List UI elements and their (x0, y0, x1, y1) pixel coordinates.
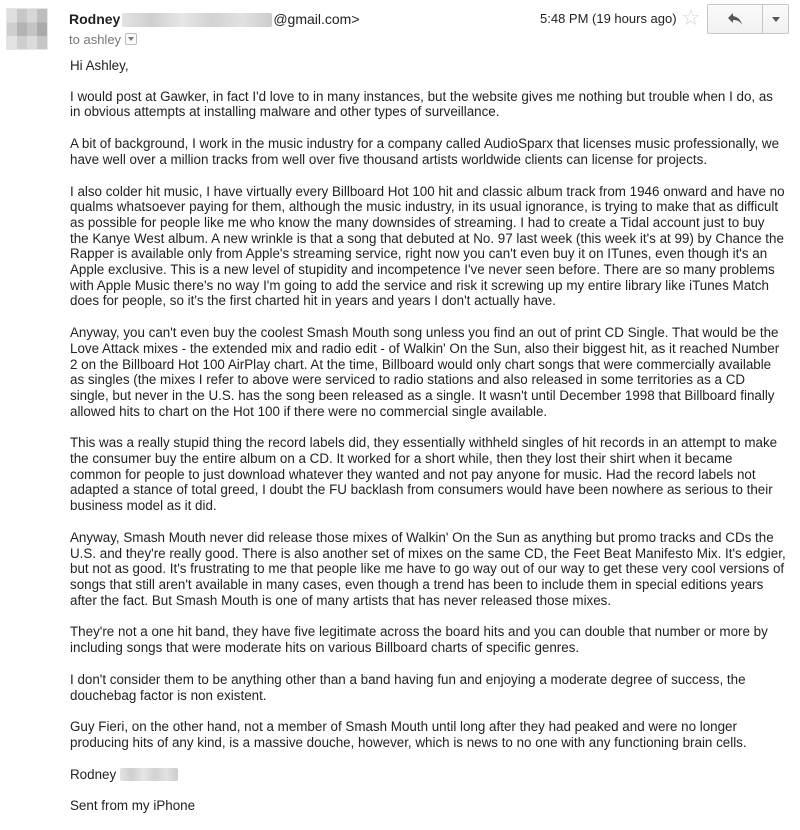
body-paragraph: A bit of background, I work in the music industry for a company called AudioSparx that licenses music professionally, we have well over a million tracks from well over five thousand artists worldwide clients can license for projects. (70, 136, 780, 167)
body-paragraph: I don't consider them to be anything other than a band having fun and enjoying a moderate degree of success, the douchebag factor is non existent. (70, 671, 746, 703)
recipient-line (69, 31, 137, 49)
recipient-name: ashley (83, 32, 122, 47)
body-paragraph: Guy Fieri, on the other hand, not a member of Smash Mouth until long after they had peaked and were no longer producing hits of any kind, is a massive douche, however, which is news to no one with any functioning brain cells. (70, 719, 747, 750)
reply-button[interactable] (708, 5, 763, 33)
body-paragraph: This was a really stupid thing the record labels did, they essentially withheld singles of hit records in an attempt to make the consumer buy the entire album on a CD. It worked for a short while, then they lost their shirt when it became common for people to just download whatever they wanted and not pay anyone for music. Had the record labels not adapted a stance of total greed, I doubt the FU backlash from consumers would have been nowhere as serious to their business model as it did. (70, 435, 778, 514)
redacted-email (122, 13, 272, 27)
star-icon[interactable]: ☆ (681, 5, 701, 30)
signature-name: Rodney (70, 766, 117, 782)
signature (70, 767, 786, 783)
message-body (70, 58, 786, 830)
more-actions-button[interactable] (763, 5, 788, 33)
show-details-dropdown-icon[interactable] (125, 33, 137, 45)
body-paragraph: I would post at Gawker, in fact I'd love to in many instances, but the website gives me nothing but trouble when I do, as in obvious attempts at installing malware and other types of surveillance. (70, 88, 773, 120)
signoff: Sent from my iPhone (70, 798, 196, 814)
sender-avatar (6, 8, 48, 50)
sender-line (69, 10, 360, 28)
reply-arrow-icon (727, 12, 743, 26)
message-timestamp: 5:48 PM (19 hours ago) (540, 11, 677, 26)
body-paragraph: I also colder hit music, I have virtually every Billboard Hot 100 hit and classic album track from 1946 onward and have no qualms whatsoever paying for them, although the music industry, in its usual ignorance, is trying to make that as difficult as possible for people like me who know the many downsides of streaming. I had to create a Tidal account just to buy the Kanye West album. A new wrinkle is that a song that debuted at No. 97 last week (this week it's at 99) by Chance the Rapper is available only from Apple's streaming service, right now you can't even buy it on ITunes, even though it's an Apple exclusive. This is a new level of stupidity and incompetence I've never seen before. There are so many problems with Apple Music there's no way I'm going to add the service and risk it screwing up my entire library like iTunes Match does for people, so it's the first charted hit in years and years I don't actually have. (70, 183, 785, 309)
redacted-surname (120, 768, 178, 781)
chevron-down-icon (772, 17, 780, 22)
body-paragraph: Anyway, you can't even buy the coolest Smash Mouth song unless you find an out of print CD Single. That would be the Love Attack mixes - the extended mix and radio edit - of Walkin' On the Sun, also their biggest hit, as it reached Number 2 on the Billboard Hot 100 AirPlay chart. At the time, Billboard would only chart songs that were commercially available as singles (the mixes I refer to above were serviced to radio stations and also released in some territories as a CD single, but never in the U.S. has the song been released as a single. It wasn't until December 1998 that Billboard finally allowed hits to chart on the Hot 100 if there were no commercial single available. (70, 325, 780, 419)
to-prefix: to (69, 32, 80, 47)
message-actions (707, 4, 789, 34)
body-paragraph: They're not a one hit band, they have five legitimate across the board hits and you can double that number or more by including songs that were moderate hits on various Billboard charts of specific genres. (70, 624, 768, 656)
body-paragraph: Anyway, Smash Mouth never did release those mixes of Walkin' On the Sun as anything but promo tracks and CDs the U.S. and they're really good. There is also another set of mixes on the same CD, the Feet Beat Manifesto Mix. It's edgier, but not as good. It's frustrating to me that people like me have to go way out of our way to get these very cool versions of songs that still aren't available in many cases, even though a trend has been to include them in special editions years after the fact. But Smash Mouth is one of many artists that has never released those mixes. (70, 529, 786, 608)
sender-email-domain: @gmail.com> (273, 11, 360, 27)
sender-name: Rodney (69, 11, 121, 27)
greeting: Hi Ashley, (70, 58, 129, 73)
